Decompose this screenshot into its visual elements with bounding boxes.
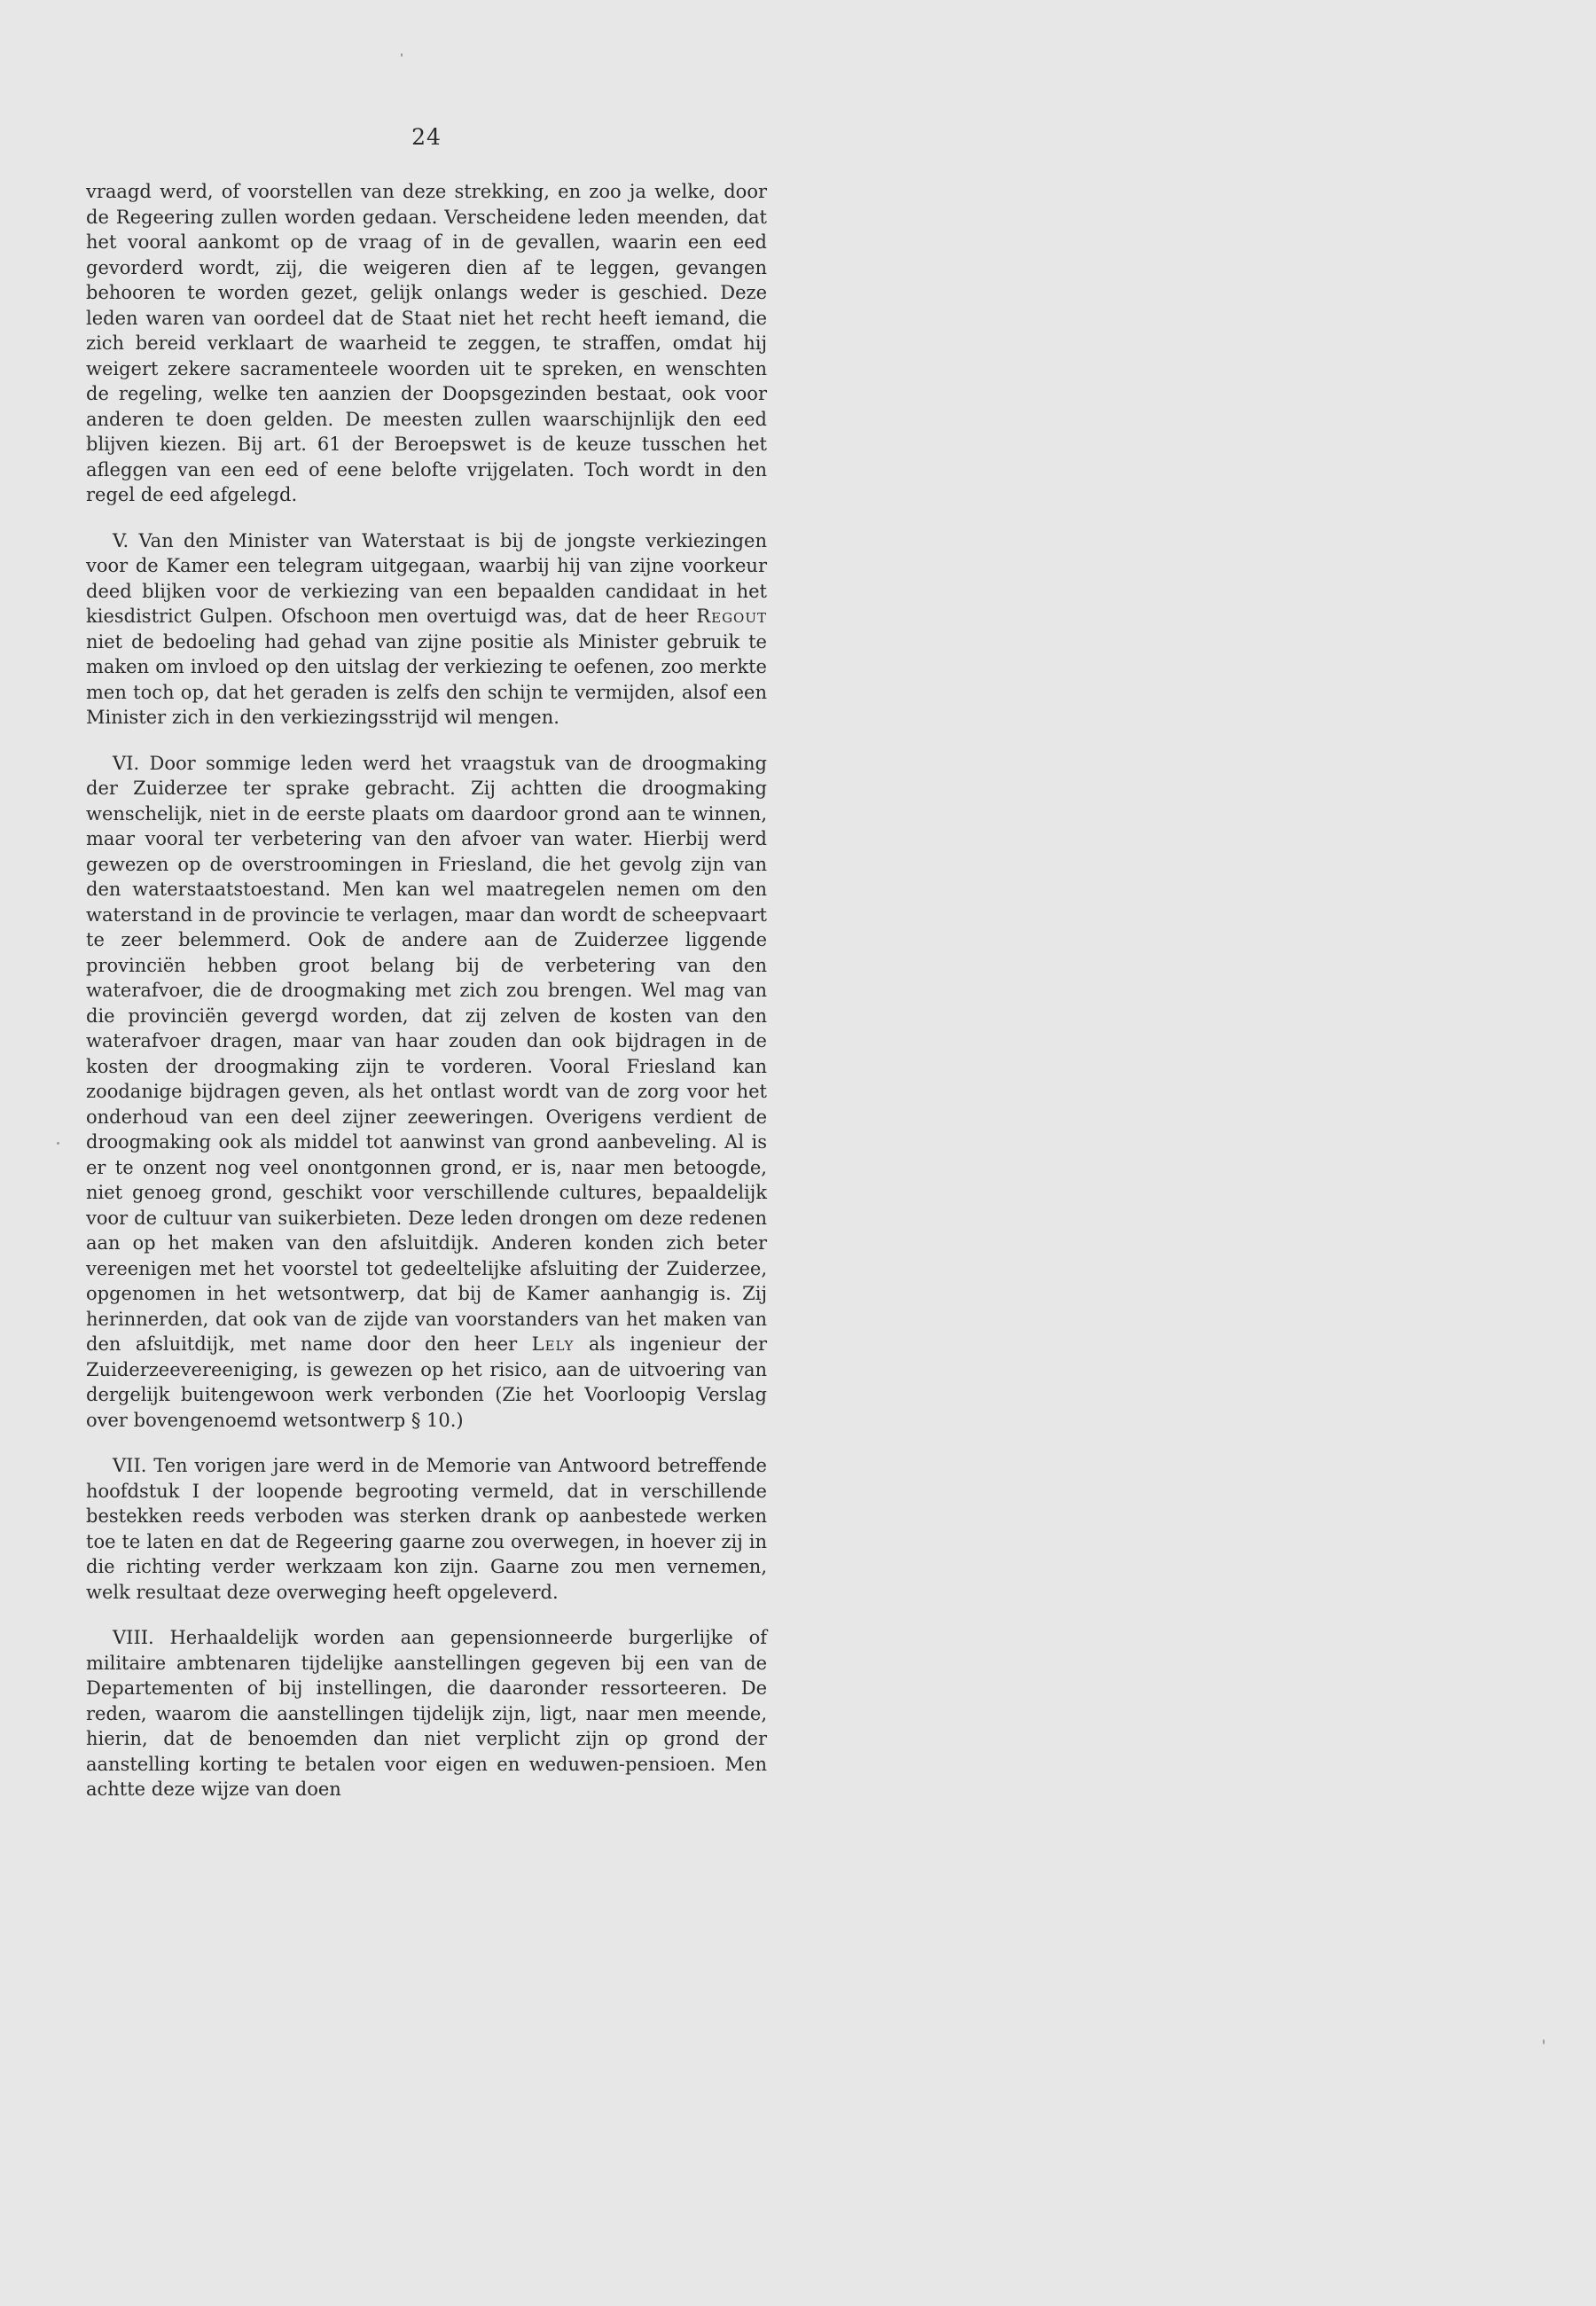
paragraph-text-before: Van den Minister van Waterstaat is bij de jongste verkiezingen voor de Kamer een telegram uitgegaan, waarbij hij van zijne voorkeur deed blijken voor de verkiezing van een bepaalden candidaat in het kiesdistrict Gulpen. Ofschoon men overtuigd was, dat de heer [86,529,767,627]
paragraph-section-vii [86,1453,767,1605]
paragraph-continued [86,179,767,508]
person-name: Lely [531,1333,575,1355]
section-number: VIII. [113,1627,154,1648]
paragraph-section-v [86,528,767,731]
paragraph-section-vi [86,751,767,1434]
paragraph-text-after: als ingenieur der Zuiderzeevereeniging, is gewezen op het risico, aan de uitvoering van dergelijk buitengewoon werk verbonden (Zie het Voorloopig Verslag over bovengenoemd wetsontwerp § 10.) [86,1333,767,1431]
paragraph-section-viii [86,1625,767,1802]
paragraph-text: vraagd werd, of voorstellen van deze strekking, en zoo ja welke, door de Regeering zullen worden gedaan. Verscheidene leden meenden, dat het vooral aankomt op de vraag of in de gevallen, waarin een eed gevorderd wordt, zij, die weigeren dien af te leggen, gevangen behooren te worden gezet, gelijk onlangs weder is geschied. Deze leden waren van oordeel dat de Staat niet het recht heeft iemand, die zich bereid verklaart de waarheid te zeggen, te straffen, omdat hij weigert zekere sacramenteele woorden uit te spreken, en wenschten de regeling, welke ten aanzien der Doopsgezinden bestaat, ook voor anderen te doen gelden. De meesten zullen waarschijnlijk den eed blijven kiezen. Bij art. 61 der Beroepswet is de keuze tusschen het afleggen van een eed of eene belofte vrijgelaten. Toch wordt in den regel de eed afgelegd. [86,181,767,505]
paper-speck [401,53,403,57]
section-number: VII. [113,1455,147,1476]
person-name: Regout [696,606,767,627]
section-number: V. [113,529,129,551]
paper-speck [57,1142,59,1145]
body-text [86,179,767,1823]
paragraph-text: Ten vorigen jare werd in de Memorie van Antwoord betreffende hoofdstuk I der loopende begrooting vermeld, dat in verschillende bestekken reeds verboden was sterken drank op aanbestede werken toe te laten en dat de Regeering gaarne zou overwegen, in hoever zij in die richting verder werkzaam kon zijn. Gaarne zou men vernemen, welk resultaat deze overweging heeft opgeleverd. [86,1455,767,1603]
paragraph-text: Herhaaldelijk worden aan gepensionneerde burgerlijke of militaire ambtenaren tijdelijke aanstellingen gegeven bij een van de Departementen of bij instellingen, die daaronder ressorteeren. De reden, waarom die aanstellingen tijdelijk zijn, ligt, naar men meende, hierin, dat de benoemden dan niet verplicht zijn op grond der aanstelling korting te betalen voor eigen en weduwen-pensioen. Men achtte deze wijze van doen [86,1627,767,1800]
page-number: 24 [411,124,442,150]
paragraph-text-before: Door sommige leden werd het vraagstuk van de droogmaking der Zuiderzee ter sprake gebracht. Zij achtten die droogmaking wenschelijk, niet in de eerste plaats om daardoor grond aan te winnen, maar vooral ter verbetering van den afvoer van water. Hierbij werd gewezen op de overstroomingen in Friesland, die het gevolg zijn van den waterstaatstoestand. Men kan wel maatregelen nemen om den waterstand in de provincie te verlagen, maar dan wordt de scheepvaart te zeer belemmerd. Ook de andere aan de Zuiderzee liggende provinciën hebben groot belang bij de verbetering van den waterafvoer, die de droogmaking met zich zou brengen. Wel mag van die provinciën gevergd worden, dat zij zelven de kosten van den waterafvoer dragen, maar van haar zouden dan ook bijdragen in de kosten der droogmaking zijn te vorderen. Vooral Friesland kan zoodanige bijdragen geven, als het ontlast wordt van de zorg voor het onderhoud van een deel zijner zeeweringen. Overigens verdient de droogmaking ook als middel tot aanwinst van grond aanbeveling. Al is er te onzent nog veel onontgonnen grond, er is, naar men betoogde, niet genoeg grond, geschikt voor verschillende cultures, bepaaldelijk voor de cultuur van suikerbieten. Deze leden drongen om deze redenen aan op het maken van den afsluitdijk. Anderen konden zich beter vereenigen met het voorstel tot gedeeltelijke afsluiting der Zuiderzee, opgenomen in het wetsontwerp, dat bij de Kamer aanhangig is. Zij herinnerden, dat ook van de zijde van voorstanders van het maken van den afsluitdijk, met name door den heer [86,752,767,1355]
section-number: VI. [113,752,140,774]
paper-speck [1543,2039,1545,2044]
paragraph-text-after: niet de bedoeling had gehad van zijne positie als Minister gebruik te maken om invloed op den uitslag der verkiezing te oefenen, zoo merkte men toch op, dat het geraden is zelfs den schijn te vermijden, alsof een Minister zich in den verkiezingsstrijd wil mengen. [86,630,767,728]
